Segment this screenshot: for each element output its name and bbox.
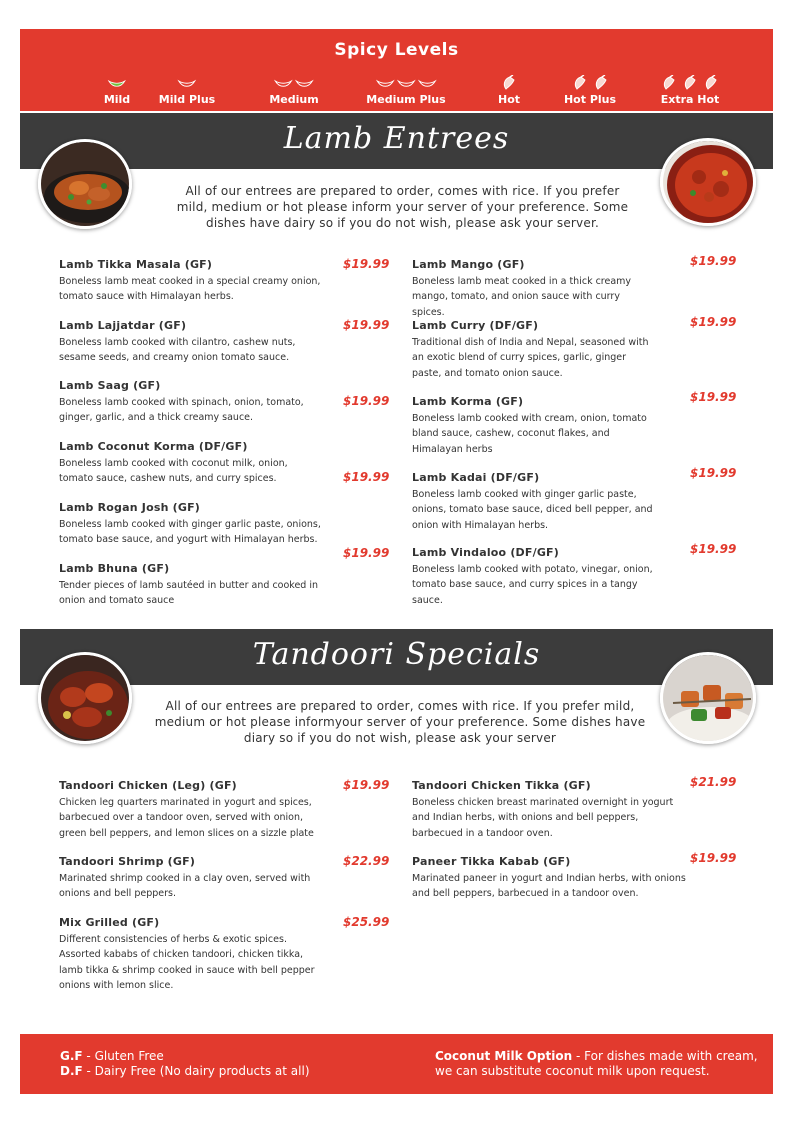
menu-item (59, 257, 321, 305)
pepper-group (269, 75, 318, 93)
menu-item-name: Tandoori Chicken Tikka (GF) (412, 779, 591, 792)
menu-item (59, 378, 321, 426)
menu-item (412, 854, 687, 902)
menu-item-price: $19.99 (343, 470, 390, 484)
spicy-levels-bar (20, 29, 773, 111)
hot-pepper-icon (680, 75, 700, 91)
coconut-milk-note (435, 1049, 765, 1079)
menu-item (412, 318, 654, 381)
menu-item-name: Lamb Vindaloo (DF/GF) (412, 546, 559, 559)
chili-pepper-icon (375, 75, 395, 91)
tandoori-specials-title: Tandoori Specials (252, 637, 541, 672)
menu-item-price: $19.99 (343, 257, 390, 271)
menu-item (412, 394, 654, 457)
green-chili-pepper-icon (107, 75, 127, 91)
tandoori-dish-photo-right (660, 652, 756, 744)
hot-pepper-icon (499, 75, 519, 91)
chili-pepper-icon (417, 75, 437, 91)
menu-item-description: Boneless chicken breast marinated overnight in yogurt and Indian herbs, with onions and bell peppers, barbecued in a tandoor oven. (412, 797, 674, 839)
spicy-level-2 (159, 75, 215, 106)
spicy-level-label: Medium (269, 93, 319, 106)
menu-item-description: Boneless lamb cooked with ginger garlic paste, onions, tomato base sauce, and yogurt with Himalayan herbs. (59, 519, 321, 546)
menu-item-price: $19.99 (690, 315, 737, 329)
dairy-free-legend (60, 1064, 310, 1079)
menu-item-price: $19.99 (690, 466, 737, 480)
menu-item-name: Lamb Saag (GF) (59, 379, 161, 392)
menu-item-price: $19.99 (690, 851, 737, 865)
menu-item-price: $19.99 (690, 254, 737, 268)
pepper-group (159, 75, 215, 93)
spicy-level-3 (269, 75, 318, 106)
spicy-level-label: Mild (103, 93, 131, 106)
coconut-text: - For dishes made with cream, we can substitute coconut milk upon request. (435, 1049, 758, 1078)
tandoori-dish-photo-left (38, 652, 132, 744)
spicy-level-1 (104, 75, 130, 106)
menu-item (412, 470, 654, 533)
legend-footer (20, 1034, 773, 1094)
menu-item-name: Lamb Korma (GF) (412, 395, 524, 408)
menu-item-description: Boneless lamb meat cooked in a special creamy onion, tomato sauce with Himalayan herbs. (59, 276, 321, 303)
spicy-level-6 (564, 75, 616, 106)
menu-item (59, 500, 321, 548)
menu-item (59, 778, 329, 841)
menu-item-name: Lamb Curry (DF/GF) (412, 319, 539, 332)
menu-item-description: Marinated shrimp cooked in a clay oven, served with onions and bell peppers. (59, 873, 311, 900)
lamb-entrees-band (20, 113, 773, 169)
menu-item-name: Paneer Tikka Kabab (GF) (412, 855, 571, 868)
lamb-dish-photo-left (38, 139, 132, 229)
menu-item-name: Lamb Coconut Korma (DF/GF) (59, 440, 248, 453)
spicy-level-label: Hot (497, 93, 521, 106)
menu-item-price: $21.99 (690, 775, 737, 789)
menu-item-description: Boneless lamb cooked with ginger garlic paste, onions, tomato base sauce, diced bell pepper, and onion with Himalayan herbs. (412, 489, 653, 531)
menu-item-description: Different consistencies of herbs & exotic spices. Assorted kababs of chicken tandoori, chicken tikka, lamb tikka & shrimp cooked in sauce with bell pepper onions with lemon slice. (59, 934, 315, 991)
gluten-free-legend (60, 1049, 310, 1064)
tandoori-intro-text: All of our entrees are prepared to order, comes with rice. If you prefer mild, medium or hot please informyour server of your preference. Some dishes have diary so if you do not wish, please ask your server (154, 699, 646, 745)
menu-item-price: $22.99 (343, 854, 390, 868)
df-text: - Dairy Free (No dairy products at all) (82, 1064, 310, 1078)
menu-item-price: $19.99 (343, 778, 390, 792)
menu-item-name: Lamb Kadai (DF/GF) (412, 471, 540, 484)
menu-item-description: Boneless lamb cooked with cream, onion, tomato bland sauce, cashew, coconut flakes, and Himalayan herbs (412, 413, 647, 455)
gf-abbr: G.F (60, 1049, 83, 1063)
menu-item-price: $25.99 (343, 915, 390, 929)
menu-item-description: Traditional dish of India and Nepal, seasoned with an exotic blend of curry spices, garlic, ginger paste, and tomato onion sauce. (412, 337, 649, 379)
pepper-group (498, 75, 520, 93)
menu-item-name: Lamb Bhuna (GF) (59, 562, 170, 575)
spicy-level-label: Extra Hot (660, 93, 720, 106)
menu-item (59, 915, 329, 993)
hot-pepper-icon (659, 75, 679, 91)
menu-item (59, 318, 321, 366)
lamb-intro-text: All of our entrees are prepared to order, comes with rice. If you prefer mild, medium or hot please inform your server of your preference. Some dishes have dairy so if you do not wish, please ask your server. (176, 184, 629, 230)
menu-item (59, 439, 321, 487)
tandoori-specials-band (20, 629, 773, 685)
hot-pepper-icon (591, 75, 611, 91)
menu-item (59, 561, 321, 609)
menu-item-price: $19.99 (690, 390, 737, 404)
menu-item-description: Boneless lamb cooked with potato, vinegar, onion, tomato base sauce, and curry spices in a tangy sauce. (412, 564, 653, 606)
menu-item-name: Mix Grilled (GF) (59, 916, 160, 929)
pepper-group (104, 75, 130, 93)
spicy-level-label: Medium Plus (366, 93, 446, 106)
menu-item (412, 545, 654, 608)
menu-item-description: Marinated paneer in yogurt and Indian herbs, with onions and bell peppers, barbecued in a tandoor oven. (412, 873, 686, 900)
spicy-level-4 (366, 75, 445, 106)
coconut-title: Coconut Milk Option (435, 1049, 573, 1063)
menu-item (412, 257, 654, 320)
diet-legend (60, 1049, 310, 1079)
menu-item-description: Boneless lamb cooked with coconut milk, onion, tomato sauce, cashew nuts, and curry spices. (59, 458, 288, 485)
chili-pepper-icon (396, 75, 416, 91)
chili-pepper-icon (294, 75, 314, 91)
lamb-entrees-title: Lamb Entrees (283, 121, 510, 156)
spicy-level-label: Hot Plus (563, 93, 617, 106)
pepper-group (659, 75, 721, 93)
pepper-group (564, 75, 616, 93)
menu-item-price: $19.99 (690, 542, 737, 556)
hot-pepper-icon (701, 75, 721, 91)
menu-item-description: Boneless lamb meat cooked in a thick creamy mango, tomato, and onion sauce with curry spices. (412, 276, 632, 318)
spicy-level-7 (659, 75, 721, 106)
chili-pepper-icon (177, 75, 197, 91)
menu-item-name: Tandoori Shrimp (GF) (59, 855, 196, 868)
pepper-group (366, 75, 445, 93)
lamb-dish-photo-right (660, 138, 756, 226)
menu-item-name: Lamb Tikka Masala (GF) (59, 258, 213, 271)
spicy-level-label: Mild Plus (158, 93, 216, 106)
menu-item (412, 778, 687, 841)
spicy-level-5 (498, 75, 520, 106)
menu-item-name: Lamb Mango (GF) (412, 258, 525, 271)
chili-pepper-icon (273, 75, 293, 91)
menu-item-description: Tender pieces of lamb sautéed in butter and cooked in onion and tomato sauce (59, 580, 319, 607)
spicy-levels-title: Spicy Levels (334, 40, 459, 60)
menu-item-description: Boneless lamb cooked with cilantro, cashew nuts, sesame seeds, and creamy onion tomato sauce. (59, 337, 296, 364)
menu-item-price: $19.99 (343, 318, 390, 332)
menu-item-name: Lamb Lajjatdar (GF) (59, 319, 187, 332)
menu-item-price: $19.99 (343, 546, 390, 560)
menu-item (59, 854, 329, 902)
df-abbr: D.F (60, 1064, 83, 1078)
menu-item-name: Tandoori Chicken (Leg) (GF) (59, 779, 237, 792)
menu-item-description: Boneless lamb cooked with spinach, onion, tomato, ginger, garlic, and a thick creamy sauce. (59, 397, 304, 424)
menu-item-description: Chicken leg quarters marinated in yogurt and spices, barbecued over a tandoor oven, served with onion, green bell peppers, and lemon slices on a sizzle plate (59, 797, 314, 839)
hot-pepper-icon (570, 75, 590, 91)
gf-text: - Gluten Free (82, 1049, 164, 1063)
menu-item-price: $19.99 (343, 394, 390, 408)
menu-item-name: Lamb Rogan Josh (GF) (59, 501, 201, 514)
